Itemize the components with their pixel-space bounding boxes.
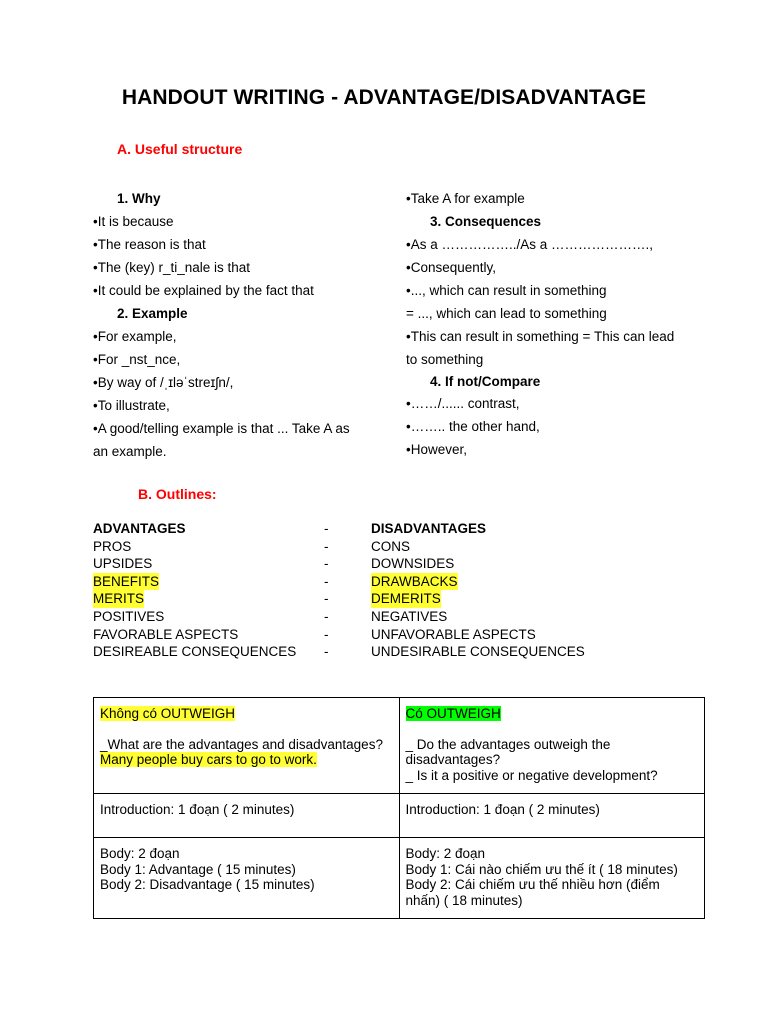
- page-title: HANDOUT WRITING - ADVANTAGE/DISADVANTAGE: [121, 86, 647, 109]
- outline-right: DISADVANTAGES: [371, 521, 487, 536]
- outline-row: [93, 608, 613, 626]
- outline-dash: -: [324, 591, 329, 607]
- outline-dash: -: [324, 556, 329, 572]
- list-item: •However,: [406, 442, 468, 457]
- outline-right: DRAWBACKS: [371, 573, 458, 589]
- list-item: •The (key) r_ti_nale is that: [93, 260, 251, 275]
- no-outweigh-header: Không có OUTWEIGH: [100, 706, 236, 721]
- table-cell: [399, 838, 705, 919]
- list-item: •..., which can result in something: [406, 283, 607, 298]
- outline-row: [93, 643, 613, 661]
- section-b-heading: B. Outlines:: [138, 486, 217, 502]
- outline-dash: -: [324, 573, 329, 589]
- body-line: Body: 2 đoạn: [405, 846, 486, 861]
- table-row: [94, 794, 705, 838]
- section-a-heading: A. Useful structure: [117, 141, 243, 157]
- why-heading: 1. Why: [117, 191, 161, 206]
- list-item: •……/...... contrast,: [406, 396, 520, 411]
- table-cell: [399, 698, 705, 794]
- outline-left: DESIREABLE CONSEQUENCES: [93, 644, 297, 660]
- outline-right: NEGATIVES: [371, 608, 448, 624]
- no-outweigh-question: _What are the advantages and disadvantages?: [100, 736, 383, 752]
- body-line: Body 1: Advantage ( 15 minutes): [100, 861, 296, 877]
- outline-left: PROS: [93, 538, 132, 554]
- list-item: •It could be explained by the fact that: [93, 283, 314, 298]
- essay-plan-table: [93, 697, 705, 919]
- outline-row: [93, 626, 613, 644]
- outline-dash: -: [324, 538, 329, 554]
- outline-right: CONS: [371, 538, 411, 554]
- list-item: •As a ……………../As a ………………….,: [406, 237, 654, 252]
- outline-left: MERITS: [93, 591, 145, 607]
- outline-right: DOWNSIDES: [371, 556, 455, 572]
- table-cell: [94, 698, 400, 794]
- list-item: •To illustrate,: [93, 398, 170, 413]
- table-row: [94, 698, 705, 794]
- outline-row: [93, 520, 613, 538]
- list-item: •…….. the other hand,: [406, 419, 540, 434]
- outline-dash: -: [324, 626, 329, 642]
- table-cell: [94, 794, 400, 838]
- table-row: [94, 838, 705, 919]
- outline-left: BENEFITS: [93, 573, 160, 589]
- list-item: •For _nst_nce,: [93, 352, 181, 367]
- list-item: = ..., which can lead to something: [406, 306, 607, 321]
- outline-dash: -: [324, 644, 329, 660]
- outline-left: FAVORABLE ASPECTS: [93, 626, 239, 642]
- consequences-heading: 3. Consequences: [430, 214, 542, 229]
- intro-text: Introduction: 1 đoạn ( 2 minutes): [100, 802, 295, 817]
- structure-right-column: [406, 187, 676, 461]
- outline-row: [93, 555, 613, 573]
- compare-heading: 4. If not/Compare: [430, 374, 541, 389]
- outweigh-question-2: _ Is it a positive or negative development?: [405, 767, 658, 783]
- outlines-list: [93, 520, 613, 661]
- outline-right: DEMERITS: [371, 591, 441, 607]
- outline-dash: -: [324, 521, 329, 536]
- outline-left: UPSIDES: [93, 556, 153, 572]
- outweigh-question-1: _ Do the advantages outweigh the disadvantages?: [405, 736, 611, 767]
- list-item: •This can result in something = This can lead to something: [406, 329, 675, 367]
- outline-left: ADVANTAGES: [93, 521, 186, 536]
- list-item: •It is because: [93, 214, 174, 229]
- outline-row: [93, 573, 613, 591]
- list-item: •By way of /ˌɪləˈstreɪʃn/,: [93, 375, 234, 390]
- body-line: Body 2: Disadvantage ( 15 minutes): [100, 877, 315, 892]
- list-item: •The reason is that: [93, 237, 206, 252]
- outline-row: [93, 590, 613, 608]
- outline-right: UNDESIRABLE CONSEQUENCES: [371, 644, 585, 660]
- table-cell: [94, 838, 400, 919]
- intro-text: Introduction: 1 đoạn ( 2 minutes): [405, 802, 600, 817]
- outline-right: UNFAVORABLE ASPECTS: [371, 626, 536, 642]
- example-heading: 2. Example: [117, 306, 188, 321]
- outline-dash: -: [324, 608, 329, 624]
- outline-row: [93, 538, 613, 556]
- body-line: Body 1: Cái nào chiếm ưu thế ít ( 18 minutes): [405, 861, 678, 877]
- outline-left: POSITIVES: [93, 608, 165, 624]
- list-item: •A good/telling example is that ... Take A as an example.: [93, 421, 350, 459]
- list-item: •Consequently,: [406, 260, 497, 275]
- body-line: Body 2: Cái chiếm ưu thế nhiều hơn (điểm nhấn) ( 18 minutes): [405, 877, 660, 908]
- outweigh-header: Có OUTWEIGH: [405, 706, 501, 721]
- list-item: •Take A for example: [406, 191, 525, 206]
- body-line: Body: 2 đoạn: [100, 846, 180, 861]
- structure-left-column: [93, 187, 358, 463]
- no-outweigh-example: Many people buy cars to go to work.: [100, 752, 317, 767]
- list-item: •For example,: [93, 329, 177, 344]
- table-cell: [399, 794, 705, 838]
